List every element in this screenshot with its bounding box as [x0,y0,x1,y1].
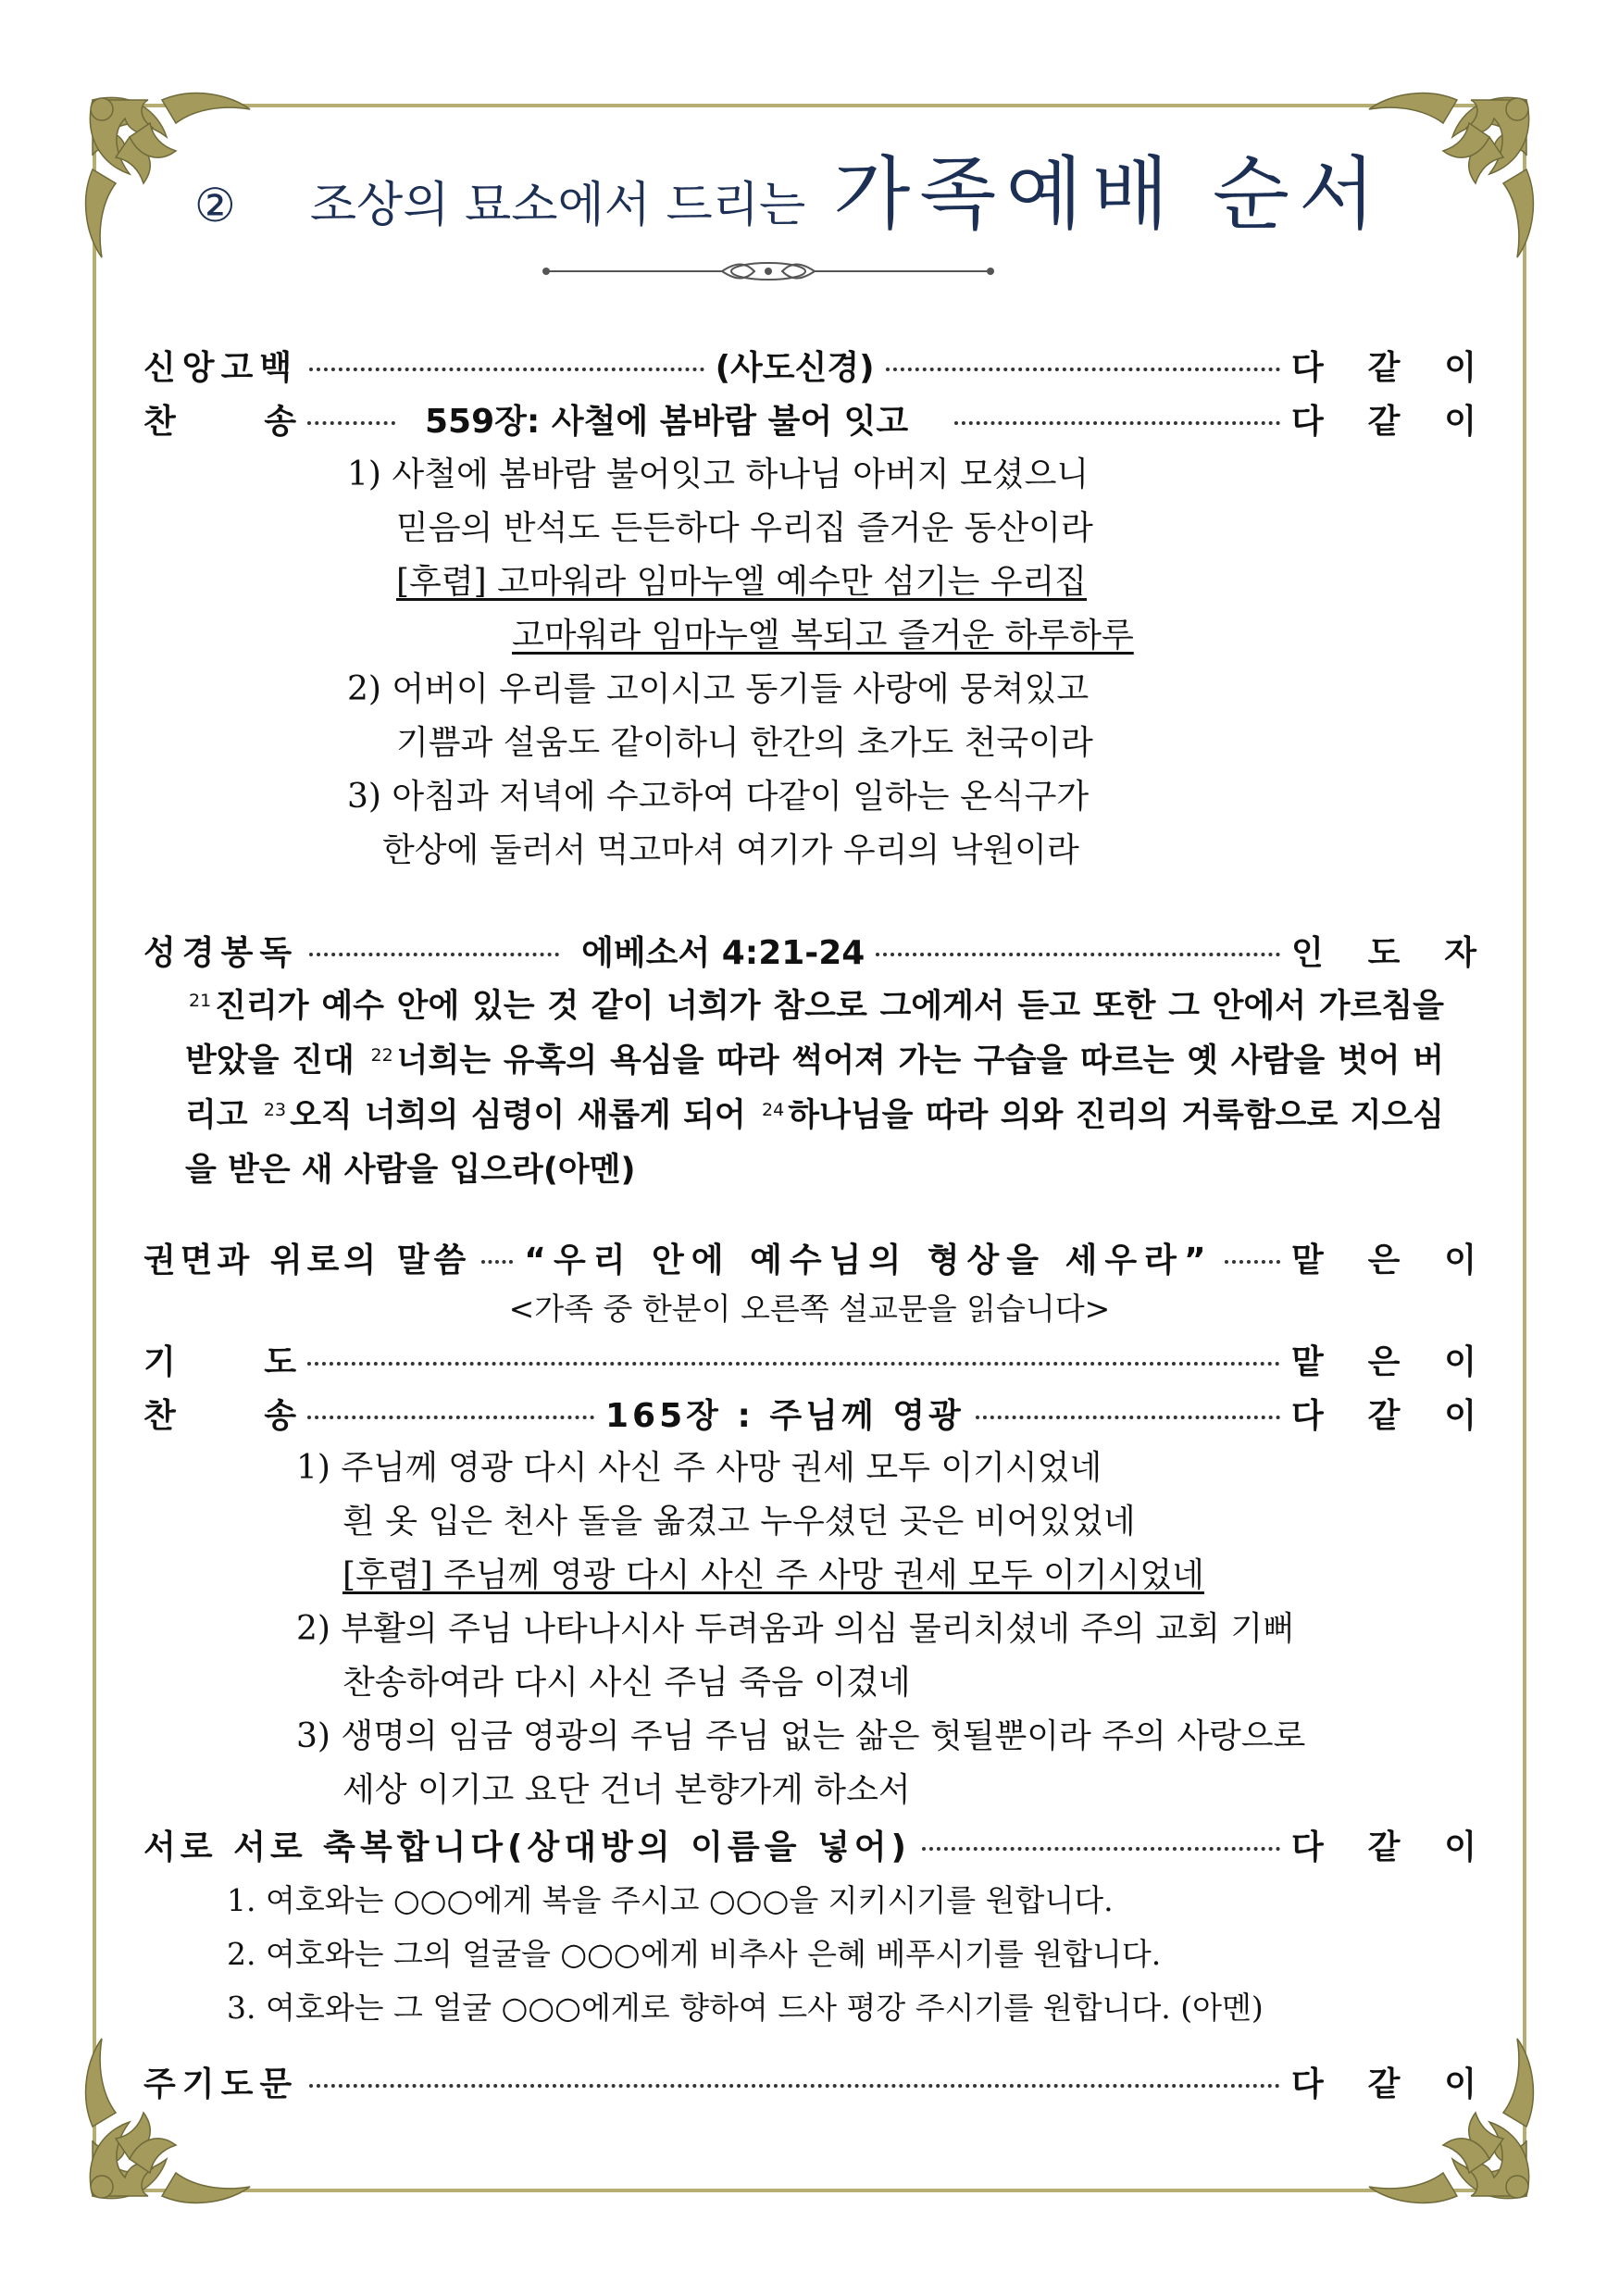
leader-dots [886,368,1280,371]
creed-label: 신앙고백 [143,348,299,387]
blessing-line: 2. 여호와는 그의 얼굴을 ○○○에게 비추사 은혜 베푸시기를 원합니다. [227,1936,1162,1972]
title-subtitle: 조상의 묘소에서 드리는 [309,178,806,233]
lyric-line: 2) 어버이 우리를 고이시고 동기들 사랑에 뭉쳐있고 [347,670,1090,708]
hymn1-title: 559장: 사철에 봄바람 불어 잇고 [425,402,909,441]
lyric-line: 3) 생명의 임금 영광의 주님 주님 없는 삶은 헛될뿐이라 주의 사랑으로 [296,1717,1306,1755]
hymn1-label: 찬 송 [143,402,296,441]
leader-dots [307,421,395,425]
blessing-label: 서로 서로 축복합니다(상대방의 이름을 넣어) [143,1828,912,1866]
blessing-lines [227,1874,1264,2035]
leader-dots [309,368,704,371]
lyric-line: 2) 부활의 주님 나타나시사 두려움과 의심 물리치셨네 주의 교회 기뻐 [296,1610,1295,1648]
order-item-hymn-559 [143,394,1476,443]
verse-text: 하나님을 따라 의와 진리의 거룩함으로 지으심을 받은 새 사람을 입으라(아멘) [185,1097,1444,1189]
leader-dots [876,953,1280,956]
verse-text: 진리가 예수 안에 있는 것 같이 너희가 참으로 그에게서 듣고 또한 그 안에서 가르침을 받았을 진대 [185,988,1444,1079]
lords-prayer-participant: 다 같 이 [1291,2065,1476,2103]
order-item-creed [143,341,1476,389]
scripture-participant: 인 도 자 [1291,933,1476,972]
scripture-passage [185,980,1444,1198]
verse-text: 너희는 유혹의 욕심을 따라 썩어져 가는 구습을 따르는 옛 사람을 벗어 버리고 [185,1042,1444,1134]
leader-dots [922,1847,1280,1851]
leader-dots [309,953,559,956]
lyric-line: 믿음의 반석도 든든하다 우리집 즐거운 동산이라 [396,509,1093,547]
leader-dots [307,1362,1280,1366]
lyric-line: 세상 이기고 요단 건너 본향가게 하소서 [342,1771,911,1809]
order-item-scripture [143,926,1476,974]
lyric-line: 1) 사철에 봄바람 불어잇고 하나님 아버지 모셨으니 [347,455,1090,493]
leader-dots [954,421,1280,425]
sermon-note: <가족 중 한분이 오른쪽 설교문을 읽습니다> [508,1291,1111,1327]
verse-number: 22 [370,1045,393,1066]
verse-number: 21 [189,991,212,1011]
lyric-line: [후렴] 주님께 영광 다시 사신 주 사망 권세 모두 이기시었네 [342,1556,1204,1594]
lyric-line: 흰 옷 입은 천사 돌을 옮겼고 누우셨던 곳은 비어있었네 [342,1503,1136,1541]
leader-dots [976,1416,1280,1419]
creed-title: (사도신경) [715,348,875,387]
leader-dots [309,2084,1280,2088]
hymn2-title: 165장 : 주님께 영광 [605,1396,965,1435]
hymn2-lyrics [296,1441,1305,1817]
blessing-line: 3. 여호와는 그 얼굴 ○○○에게로 향하여 드사 평강 주시기를 원합니다. (아멘) [227,1990,1264,2026]
verse-number: 23 [263,1100,287,1120]
lyric-line: 고마워라 임마누엘 복되고 즐거운 하루하루 [512,617,1134,655]
blessing-participant: 다 같 이 [1291,1828,1476,1866]
hymn2-label: 찬 송 [143,1396,296,1435]
lyric-line: 3) 아침과 저녁에 수고하여 다같이 일하는 온식구가 [347,778,1090,816]
order-item-hymn-165 [143,1389,1476,1437]
order-item-lords-prayer [143,2057,1476,2105]
order-item-sermon [143,1233,1476,1281]
sermon-label: 권면과 위로의 말씀 [143,1241,471,1279]
order-item-blessing [143,1820,1476,1868]
lyric-line: [후렴] 고마워라 임마누엘 예수만 섬기는 우리집 [396,563,1088,601]
lyric-line: 찬송하여라 다시 사신 주님 죽음 이겼네 [342,1664,911,1702]
lyric-line: 기쁨과 설움도 같이하니 한간의 초가도 천국이라 [396,724,1093,762]
lords-prayer-label: 주기도문 [143,2065,299,2103]
corner-ornament-top-right [1360,81,1545,267]
sermon-participant: 맡 은 이 [1291,1241,1476,1279]
leader-dots [481,1260,513,1264]
hymn1-participant: 다 같 이 [1291,402,1476,441]
page-title [194,130,1386,241]
scripture-reference: 에베소서 4:21-24 [581,933,866,972]
verse-text: 오직 너희의 심령이 새롭게 되어 [290,1097,746,1134]
leader-dots [307,1416,594,1419]
leader-dots [1225,1260,1280,1264]
hymn1-lyrics [347,448,1134,878]
blessing-line: 1. 여호와는 ○○○에게 복을 주시고 ○○○을 지키시기를 원합니다. [227,1882,1114,1918]
sermon-title: “우리 안에 예수님의 형상을 세우라” [524,1241,1214,1279]
creed-participant: 다 같 이 [1291,348,1477,387]
title-main: 가족예배 순서 [833,148,1386,241]
prayer-participant: 맡 은 이 [1291,1342,1476,1381]
hymn2-participant: 다 같 이 [1291,1396,1476,1435]
lyric-line: 한상에 둘러서 먹고마셔 여기가 우리의 낙원이라 [382,831,1079,869]
prayer-label: 기 도 [143,1342,296,1381]
verse-number: 24 [762,1100,785,1120]
order-item-prayer [143,1335,1476,1383]
lyric-line: 1) 주님께 영광 다시 사신 주 사망 권세 모두 이기시었네 [296,1449,1102,1487]
title-divider-ornament [537,257,1000,285]
title-number: ② [194,179,236,232]
scripture-label: 성경봉독 [143,933,299,972]
